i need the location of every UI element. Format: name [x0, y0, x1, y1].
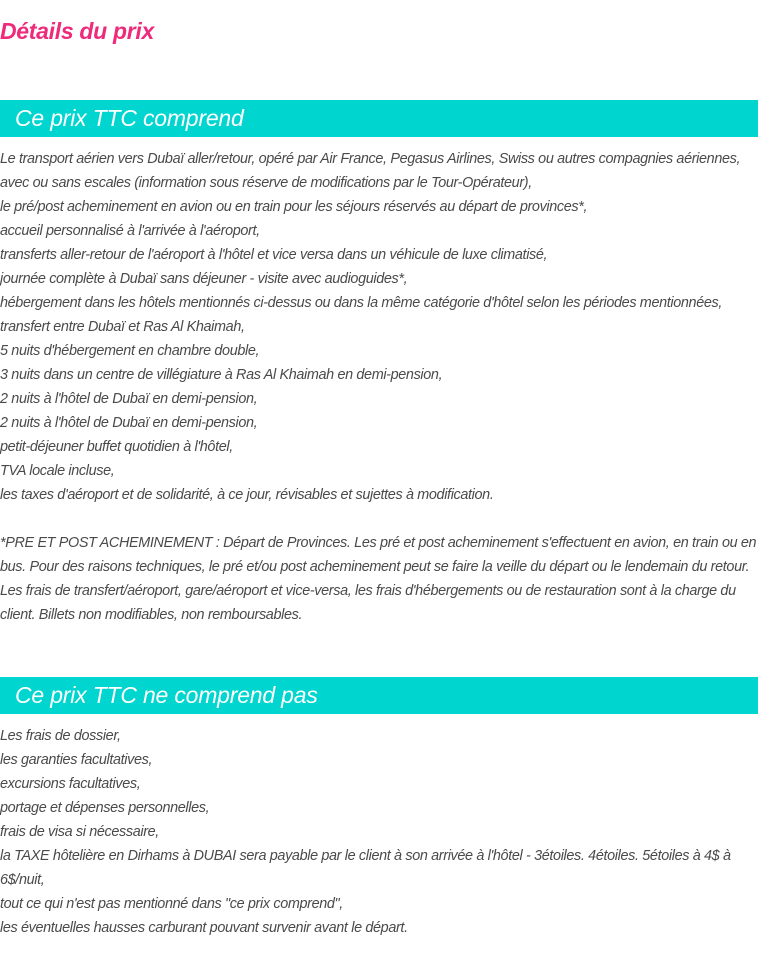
list-item: les éventuelles hausses carburant pouvant survenir avant le départ. — [0, 920, 408, 936]
list-item: 5 nuits d'hébergement en chambre double, — [0, 343, 260, 359]
includes-list — [0, 147, 758, 507]
list-item: accueil personnalisé à l'arrivée à l'aéroport, — [0, 223, 260, 239]
list-item: transferts aller-retour de l'aéroport à l'hôtel et vice versa dans un véhicule de luxe climatisé, — [0, 247, 548, 263]
list-item: 3 nuits dans un centre de villégiature à Ras Al Khaimah en demi-pension, — [0, 367, 443, 383]
page-title: Détails du prix — [0, 18, 154, 44]
list-item: Les frais de dossier, — [0, 728, 121, 744]
list-item: la TAXE hôtelière en Dirhams à DUBAI sera payable par le client à son arrivée à l'hôtel - 3étoiles. 4étoiles. 5étoiles à 4$ à 6$/nuit, — [0, 848, 731, 888]
list-item: petit-déjeuner buffet quotidien à l'hôtel, — [0, 439, 233, 455]
excludes-section-heading: Ce prix TTC ne comprend pas — [0, 677, 758, 714]
includes-section-heading: Ce prix TTC comprend — [0, 100, 758, 137]
excludes-list — [0, 724, 758, 940]
list-item: le pré/post acheminement en avion ou en train pour les séjours réservés au départ de provinces*, — [0, 199, 588, 215]
list-item: les garanties facultatives, — [0, 752, 153, 768]
list-item: hébergement dans les hôtels mentionnés ci-dessus ou dans la même catégorie d'hôtel selon les périodes mentionnées, — [0, 295, 723, 311]
list-item: excursions facultatives, — [0, 776, 141, 792]
pre-post-transport-note: *PRE ET POST ACHEMINEMENT : Départ de Provinces. Les pré et post acheminement s'effectuent en avion, en train ou en bus. Pour des raisons techniques, le pré et/ou post acheminement peut se faire la veille du départ ou le lendemain du retour. Les frais de transfert/aéroport, gare/aéroport et vice-versa, les frais d'hébergements ou de restauration sont à la charge du client. Billets non modifiables, non remboursables. — [0, 535, 757, 623]
list-item: Le transport aérien vers Dubaï aller/retour, opéré par Air France, Pegasus Airlines, Swiss ou autres compagnies aériennes, avec ou sans escales (information sous réserve de modifications par le Tour-Opérateur), — [0, 151, 741, 191]
list-item: TVA locale incluse, — [0, 463, 115, 479]
list-item: frais de visa si nécessaire, — [0, 824, 159, 840]
list-item: 2 nuits à l'hôtel de Dubaï en demi-pension, — [0, 391, 258, 407]
list-item: transfert entre Dubaï et Ras Al Khaimah, — [0, 319, 245, 335]
list-item: journée complète à Dubaï sans déjeuner - visite avec audioguides*, — [0, 271, 408, 287]
list-item: tout ce qui n'est pas mentionné dans "ce prix comprend", — [0, 896, 343, 912]
list-item: 2 nuits à l'hôtel de Dubaï en demi-pension, — [0, 415, 258, 431]
list-item: portage et dépenses personnelles, — [0, 800, 210, 816]
list-item: les taxes d'aéroport et de solidarité, à ce jour, révisables et sujettes à modification. — [0, 487, 494, 503]
